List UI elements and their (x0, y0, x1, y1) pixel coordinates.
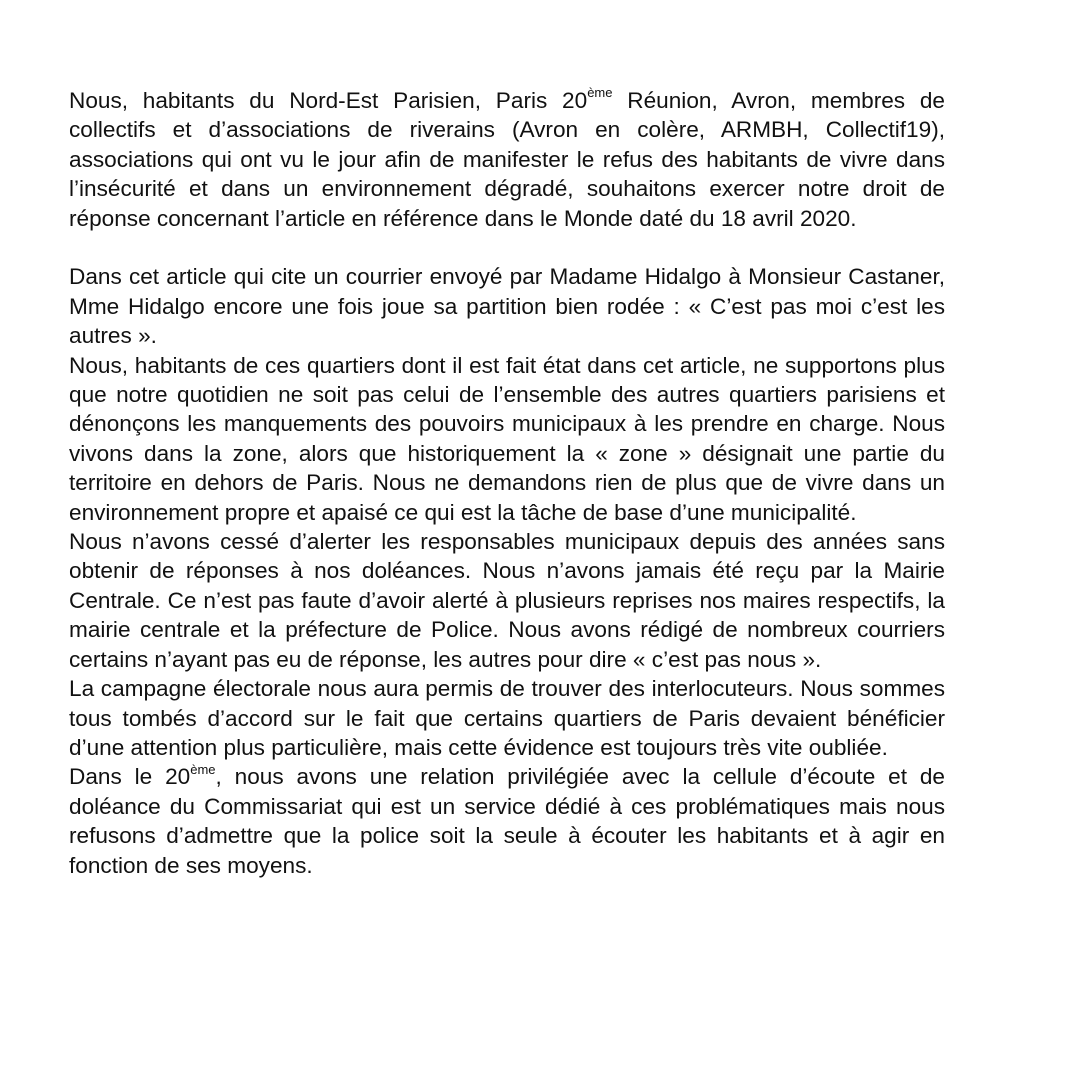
paragraph-intro (69, 86, 945, 233)
ordinal-superscript: ème (190, 761, 216, 777)
paragraph-intro-text-b: Réunion, Avron, membres de collectifs et d’associations de riverains (Avron en colère, ARMBH, Collectif19), associations qui ont vu le jour afin de manifester le refus des habitants de vivre dans l’insécurité et dans un environnement dégradé, souhaitons exercer notre droit de réponse concernant l’article en référence dans le Monde daté du 18 avril 2020. (69, 88, 946, 231)
ordinal-superscript: ème (587, 85, 613, 101)
paragraph-alerts: Nous n’avons cessé d’alerter les responsables municipaux depuis des années sans obtenir de réponses à nos doléances. Nous n’avons jamais été reçu par la Mairie Centrale. Ce n’est pas faute d’avoir alerté à plusieurs reprises nos maires respectifs, la mairie centrale et la préfecture de Police. Nous avons rédigé de nombreux courriers certains n’ayant pas eu de réponse, les autres pour dire « c’est pas nous ». (69, 529, 945, 672)
paragraph-police-text-a: Dans le 20 (69, 764, 191, 790)
paragraph-police-relation (69, 762, 945, 880)
paragraph-article-reference: Dans cet article qui cite un courrier envoyé par Madame Hidalgo à Monsieur Castaner, Mme Hidalgo encore une fois joue sa partition bien rodée : « C’est pas moi c’est les autres ». (69, 264, 945, 349)
paragraph-residents-complaint: Nous, habitants de ces quartiers dont il est fait état dans cet article, ne supportons plus que notre quotidien ne soit pas celui de l’ensemble des autres quartiers parisiens et dénonçons les manquements des pouvoirs municipaux à les prendre en charge. Nous vivons dans la zone, alors que historiquement la « zone » désignait une partie du territoire en dehors de Paris. Nous ne demandons rien de plus que de vivre dans un environnement propre et apaisé ce qui est la tâche de base d’une municipalité. (69, 352, 945, 525)
paragraph-campaign: La campagne électorale nous aura permis de trouver des interlocuteurs. Nous sommes tous tombés d’accord sur le fait que certains quartiers de Paris devaient bénéficier d’une attention plus particulière, mais cette évidence est toujours très vite oubliée. (69, 676, 945, 760)
paragraph-police-text-b: , nous avons une relation privilégiée avec la cellule d’écoute et de doléance du Commissariat qui est un service dédié à ces problématiques mais nous refusons d’admettre que la police soit la seule à écouter les habitants et à agir en fonction de ses moyens. (69, 764, 945, 878)
paragraph-intro-text-a: Nous, habitants du Nord-Est Parisien, Paris 20 (69, 88, 588, 113)
letter-body (69, 86, 945, 880)
paragraph-spacer (69, 233, 945, 262)
